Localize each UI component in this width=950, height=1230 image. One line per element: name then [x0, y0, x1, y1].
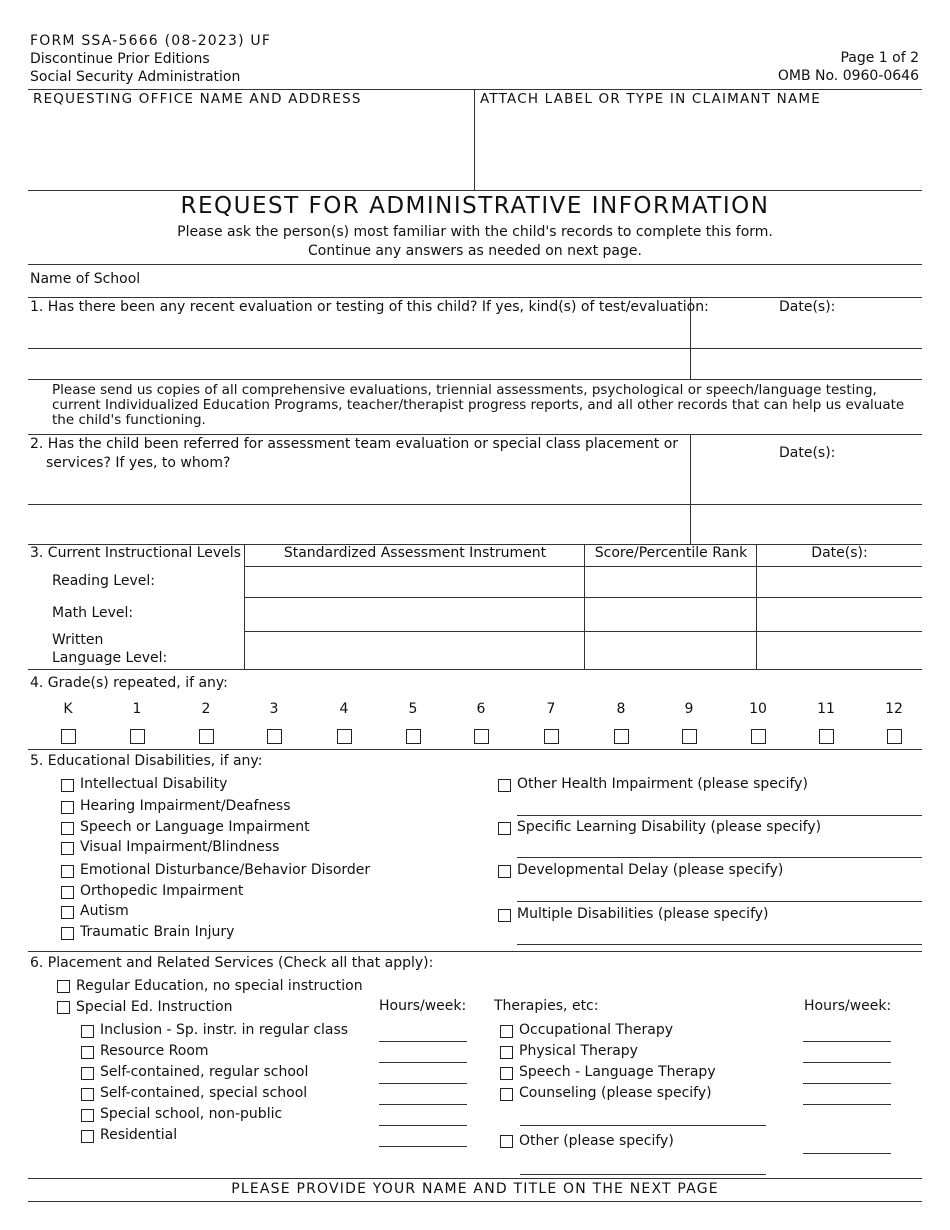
rule: [28, 504, 922, 505]
therapy-checkbox[interactable]: [500, 1046, 513, 1059]
q3-col-instrument: Standardized Assessment Instrument: [283, 545, 547, 561]
reading-date-field[interactable]: [758, 568, 920, 596]
disability-label: Hearing Impairment/Deafness: [80, 798, 291, 814]
grade-checkbox[interactable]: [406, 729, 421, 744]
therapy-label: Occupational Therapy: [519, 1022, 674, 1038]
reading-instrument-field[interactable]: [246, 568, 582, 596]
disability-checkbox[interactable]: [498, 779, 511, 792]
rule: [28, 1201, 922, 1202]
disability-checkbox[interactable]: [61, 822, 74, 835]
q1-note-1: Please send us copies of all comprehensive evaluations, triennial assessments, psychological or speech/language testing,: [52, 382, 877, 398]
special-ed-item-checkbox[interactable]: [81, 1067, 94, 1080]
disability-label: Other Health Impairment (please specify): [517, 776, 808, 792]
q1-note-3: the child's functioning.: [52, 412, 206, 428]
special-ed-item-checkbox[interactable]: [81, 1025, 94, 1038]
special-ed-item-label: Self-contained, special school: [100, 1085, 308, 1101]
hours-line: [803, 1041, 891, 1042]
hours-line: [803, 1062, 891, 1063]
special-ed-item-checkbox[interactable]: [81, 1046, 94, 1059]
q3-written-label-2: Language Level:: [52, 650, 168, 666]
specify-line: [520, 1125, 766, 1126]
rule: [28, 348, 922, 349]
therapies-label: Therapies, etc:: [494, 998, 599, 1014]
special-ed-checkbox[interactable]: [57, 1001, 70, 1014]
q3-reading-label: Reading Level:: [52, 573, 155, 589]
hours-line: [379, 1146, 467, 1147]
grade-checkbox[interactable]: [751, 729, 766, 744]
disability-label: Autism: [80, 903, 129, 919]
hours-line: [379, 1062, 467, 1063]
grade-label: 4: [339, 701, 349, 717]
special-ed-item-checkbox[interactable]: [81, 1109, 94, 1122]
disability-checkbox[interactable]: [61, 865, 74, 878]
hours-week-label-right: Hours/week:: [804, 998, 892, 1014]
specify-line: [517, 944, 922, 945]
instruction-line-1: Please ask the person(s) most familiar with the child's records to complete this form.: [177, 224, 773, 240]
disability-label: Intellectual Disability: [80, 776, 228, 792]
grade-checkbox[interactable]: [544, 729, 559, 744]
rule: [584, 544, 585, 669]
grade-label: 2: [201, 701, 211, 717]
grade-label: 11: [817, 701, 835, 717]
claimant-field[interactable]: [478, 110, 920, 188]
grade-checkbox[interactable]: [337, 729, 352, 744]
math-date-field[interactable]: [758, 599, 920, 630]
grade-label: K: [63, 701, 73, 717]
q1-dates-label: Date(s):: [779, 299, 836, 315]
q2-dates-label: Date(s):: [779, 445, 836, 461]
therapy-checkbox[interactable]: [500, 1025, 513, 1038]
disability-checkbox[interactable]: [61, 927, 74, 940]
therapy-label: Counseling (please specify): [519, 1085, 712, 1101]
special-ed-item-label: Residential: [100, 1127, 178, 1143]
therapy-checkbox[interactable]: [500, 1088, 513, 1101]
grade-checkbox[interactable]: [199, 729, 214, 744]
grade-checkbox[interactable]: [130, 729, 145, 744]
q3-written-label-1: Written: [52, 632, 104, 648]
regular-education-label: Regular Education, no special instruction: [76, 978, 363, 994]
grade-checkbox[interactable]: [61, 729, 76, 744]
rule: [28, 434, 922, 435]
rule: [28, 1178, 922, 1179]
other-therapy-checkbox[interactable]: [500, 1135, 513, 1148]
grade-checkbox[interactable]: [819, 729, 834, 744]
q1-date-field-1[interactable]: [694, 318, 920, 346]
rule: [756, 544, 757, 669]
rule: [28, 264, 922, 265]
disability-label: Orthopedic Impairment: [80, 883, 244, 899]
grade-checkbox[interactable]: [267, 729, 282, 744]
disability-checkbox[interactable]: [498, 865, 511, 878]
specify-line: [517, 857, 922, 858]
hours-line: [803, 1083, 891, 1084]
math-instrument-field[interactable]: [246, 599, 582, 630]
rule: [690, 434, 691, 544]
rule: [28, 89, 922, 90]
disability-checkbox[interactable]: [498, 909, 511, 922]
q1-note-2: current Individualized Education Programs, teacher/therapist progress reports, and all other records that can help us evaluate: [52, 397, 905, 413]
claimant-label: ATTACH LABEL OR TYPE IN CLAIMANT NAME: [480, 91, 821, 107]
grade-label: 5: [408, 701, 418, 717]
specify-line: [520, 1174, 766, 1175]
school-label: Name of School: [30, 271, 141, 287]
q3-col-dates: Date(s):: [811, 545, 868, 561]
form-id: FORM SSA-5666 (08-2023) UF: [30, 33, 272, 49]
agency-name: Social Security Administration: [30, 69, 241, 85]
hours-line: [379, 1104, 467, 1105]
disability-label: Visual Impairment/Blindness: [80, 839, 280, 855]
hours-line: [803, 1153, 891, 1154]
q1-date-field-2[interactable]: [694, 350, 920, 377]
q4-label: 4. Grade(s) repeated, if any:: [30, 675, 228, 691]
special-ed-item-label: Inclusion - Sp. instr. in regular class: [100, 1022, 349, 1038]
rule: [28, 190, 922, 191]
hours-line: [379, 1083, 467, 1084]
disability-label: Multiple Disabilities (please specify): [517, 906, 769, 922]
grade-label: 12: [885, 701, 903, 717]
rule: [244, 544, 245, 669]
math-score-field[interactable]: [586, 599, 754, 630]
disability-label: Speech or Language Impairment: [80, 819, 310, 835]
grade-label: 9: [684, 701, 694, 717]
hours-line: [379, 1041, 467, 1042]
special-ed-label: Special Ed. Instruction: [76, 999, 233, 1015]
disability-label: Developmental Delay (please specify): [517, 862, 784, 878]
hours-line: [803, 1104, 891, 1105]
rule: [28, 669, 922, 670]
disability-checkbox[interactable]: [61, 779, 74, 792]
grade-label: 6: [476, 701, 486, 717]
instruction-line-2: Continue any answers as needed on next page.: [308, 243, 642, 259]
grade-checkbox[interactable]: [614, 729, 629, 744]
disability-label: Traumatic Brain Injury: [80, 924, 235, 940]
disability-checkbox[interactable]: [61, 801, 74, 814]
disability-label: Specific Learning Disability (please specify): [517, 819, 822, 835]
omb-number: OMB No. 0960-0646: [777, 68, 919, 84]
disability-label: Emotional Disturbance/Behavior Disorder: [80, 862, 371, 878]
special-ed-item-label: Resource Room: [100, 1043, 209, 1059]
page-title: REQUEST FOR ADMINISTRATIVE INFORMATION: [180, 193, 770, 219]
special-ed-item-label: Special school, non-public: [100, 1106, 283, 1122]
grade-label: 3: [269, 701, 279, 717]
q2-date-field-1[interactable]: [694, 470, 920, 502]
grade-label: 7: [546, 701, 556, 717]
page-number: Page 1 of 2: [840, 50, 919, 66]
q3-math-label: Math Level:: [52, 605, 134, 621]
q1-question: 1. Has there been any recent evaluation or testing of this child? If yes, kind(s) of test/evaluation:: [30, 299, 709, 315]
office-label: REQUESTING OFFICE NAME AND ADDRESS: [33, 91, 362, 107]
rule: [690, 297, 691, 379]
written-instrument-field[interactable]: [246, 633, 582, 668]
other-therapy-label: Other (please specify): [519, 1133, 674, 1149]
rule: [244, 631, 922, 632]
q3-col-levels: 3. Current Instructional Levels: [30, 545, 241, 561]
therapy-label: Physical Therapy: [519, 1043, 638, 1059]
disability-checkbox[interactable]: [61, 906, 74, 919]
q5-label: 5. Educational Disabilities, if any:: [30, 753, 263, 769]
specify-line: [517, 901, 922, 902]
disability-checkbox[interactable]: [498, 822, 511, 835]
rule: [28, 297, 922, 298]
reading-score-field[interactable]: [586, 568, 754, 596]
special-ed-item-label: Self-contained, regular school: [100, 1064, 309, 1080]
grade-checkbox[interactable]: [474, 729, 489, 744]
therapy-checkbox[interactable]: [500, 1067, 513, 1080]
grade-checkbox[interactable]: [887, 729, 902, 744]
specify-line: [517, 815, 922, 816]
q2-question-2: services? If yes, to whom?: [46, 455, 231, 471]
grade-label: 1: [132, 701, 142, 717]
editions-note: Discontinue Prior Editions: [30, 51, 210, 67]
office-field[interactable]: [30, 110, 470, 188]
grade-label: 8: [616, 701, 626, 717]
grade-label: 10: [749, 701, 767, 717]
q6-label: 6. Placement and Related Services (Check all that apply):: [30, 955, 434, 971]
written-date-field[interactable]: [758, 633, 920, 668]
hours-line: [379, 1125, 467, 1126]
rule: [28, 749, 922, 750]
special-ed-item-checkbox[interactable]: [81, 1088, 94, 1101]
rule: [28, 379, 922, 380]
q3-col-score: Score/Percentile Rank: [594, 545, 748, 561]
hours-week-label: Hours/week:: [379, 998, 467, 1014]
rule: [244, 597, 922, 598]
q2-question-1: 2. Has the child been referred for assessment team evaluation or special class placement or: [30, 436, 679, 452]
q1-test-field[interactable]: [30, 350, 686, 377]
disability-checkbox[interactable]: [61, 886, 74, 899]
grade-checkbox[interactable]: [682, 729, 697, 744]
disability-checkbox[interactable]: [61, 842, 74, 855]
regular-education-checkbox[interactable]: [57, 980, 70, 993]
therapy-label: Speech - Language Therapy: [519, 1064, 716, 1080]
q2-referral-field[interactable]: [30, 506, 686, 542]
written-score-field[interactable]: [586, 633, 754, 668]
rule: [28, 951, 922, 952]
school-field[interactable]: [145, 268, 920, 294]
footer-note: PLEASE PROVIDE YOUR NAME AND TITLE ON THE NEXT PAGE: [231, 1181, 719, 1197]
rule: [244, 566, 922, 567]
rule: [474, 89, 475, 190]
special-ed-item-checkbox[interactable]: [81, 1130, 94, 1143]
q2-date-field-2[interactable]: [694, 506, 920, 542]
